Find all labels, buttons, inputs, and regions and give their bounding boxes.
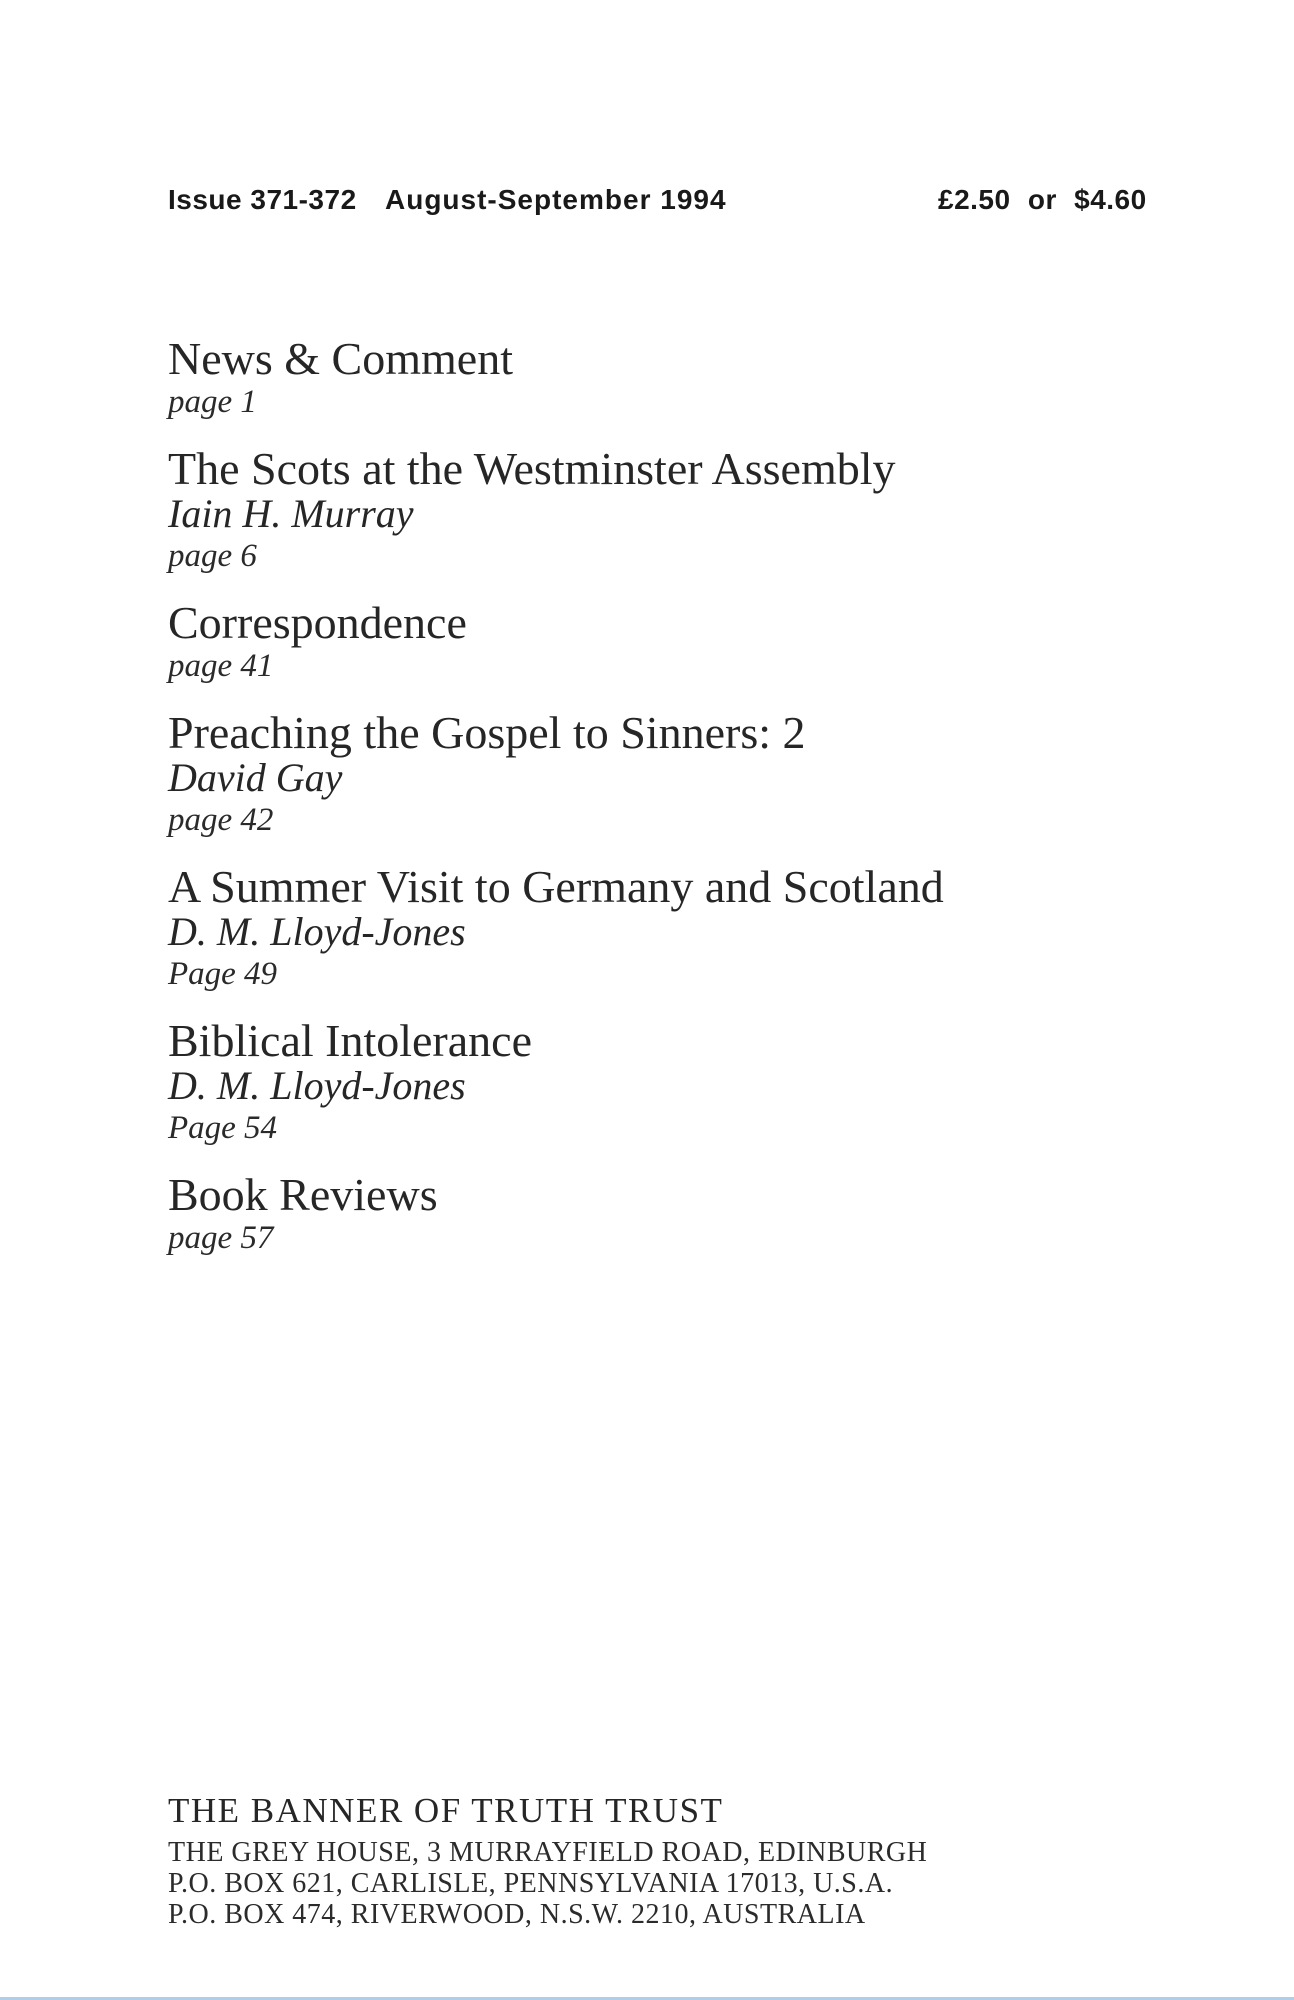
toc-entry — [168, 707, 1168, 840]
entry-title: Correspondence — [168, 597, 467, 648]
toc-entry — [168, 1015, 1168, 1148]
entry-author: D. M. Lloyd-Jones — [168, 909, 466, 954]
toc-entry — [168, 443, 1168, 576]
entry-title: News & Comment — [168, 333, 513, 384]
entry-page-number: page 41 — [168, 648, 274, 684]
entry-page-number: Page 49 — [168, 956, 278, 992]
entry-author: Iain H. Murray — [168, 491, 414, 536]
entry-title: Preaching the Gospel to Sinners: 2 — [168, 707, 806, 758]
entry-page-number: page 1 — [168, 384, 257, 420]
toc-entry — [168, 1169, 1168, 1258]
publisher-address — [168, 1837, 927, 1930]
entry-page-number: page 6 — [168, 538, 257, 574]
toc-entry — [168, 861, 1168, 994]
entry-page-number: page 57 — [168, 1220, 274, 1256]
toc-entry — [168, 333, 1168, 422]
entry-title: Biblical Intolerance — [168, 1015, 533, 1066]
entry-author: D. M. Lloyd-Jones — [168, 1063, 466, 1108]
entry-page-number: Page 54 — [168, 1110, 278, 1146]
issue-price: £2.50 or $4.60 — [938, 184, 1147, 215]
address-line: THE GREY HOUSE, 3 MURRAYFIELD ROAD, EDINBURGH — [168, 1837, 928, 1868]
toc-list — [168, 333, 1168, 1282]
entry-title: Book Reviews — [168, 1169, 438, 1220]
publisher-name: THE BANNER OF TRUTH TRUST — [168, 1791, 724, 1830]
entry-page-number: page 42 — [168, 802, 274, 838]
toc-entry — [168, 597, 1168, 686]
entry-author: David Gay — [168, 755, 343, 800]
address-line: P.O. BOX 621, CARLISLE, PENNSYLVANIA 17013, U.S.A. — [168, 1868, 894, 1899]
masthead — [0, 184, 1294, 216]
address-line: P.O. BOX 474, RIVERWOOD, N.S.W. 2210, AUSTRALIA — [168, 1899, 866, 1930]
entry-title: The Scots at the Westminster Assembly — [168, 443, 896, 494]
issue-number: Issue 371-372 — [168, 184, 357, 215]
publisher-block — [168, 1790, 927, 1930]
entry-title: A Summer Visit to Germany and Scotland — [168, 861, 944, 912]
issue-date: August-September 1994 — [385, 184, 727, 215]
